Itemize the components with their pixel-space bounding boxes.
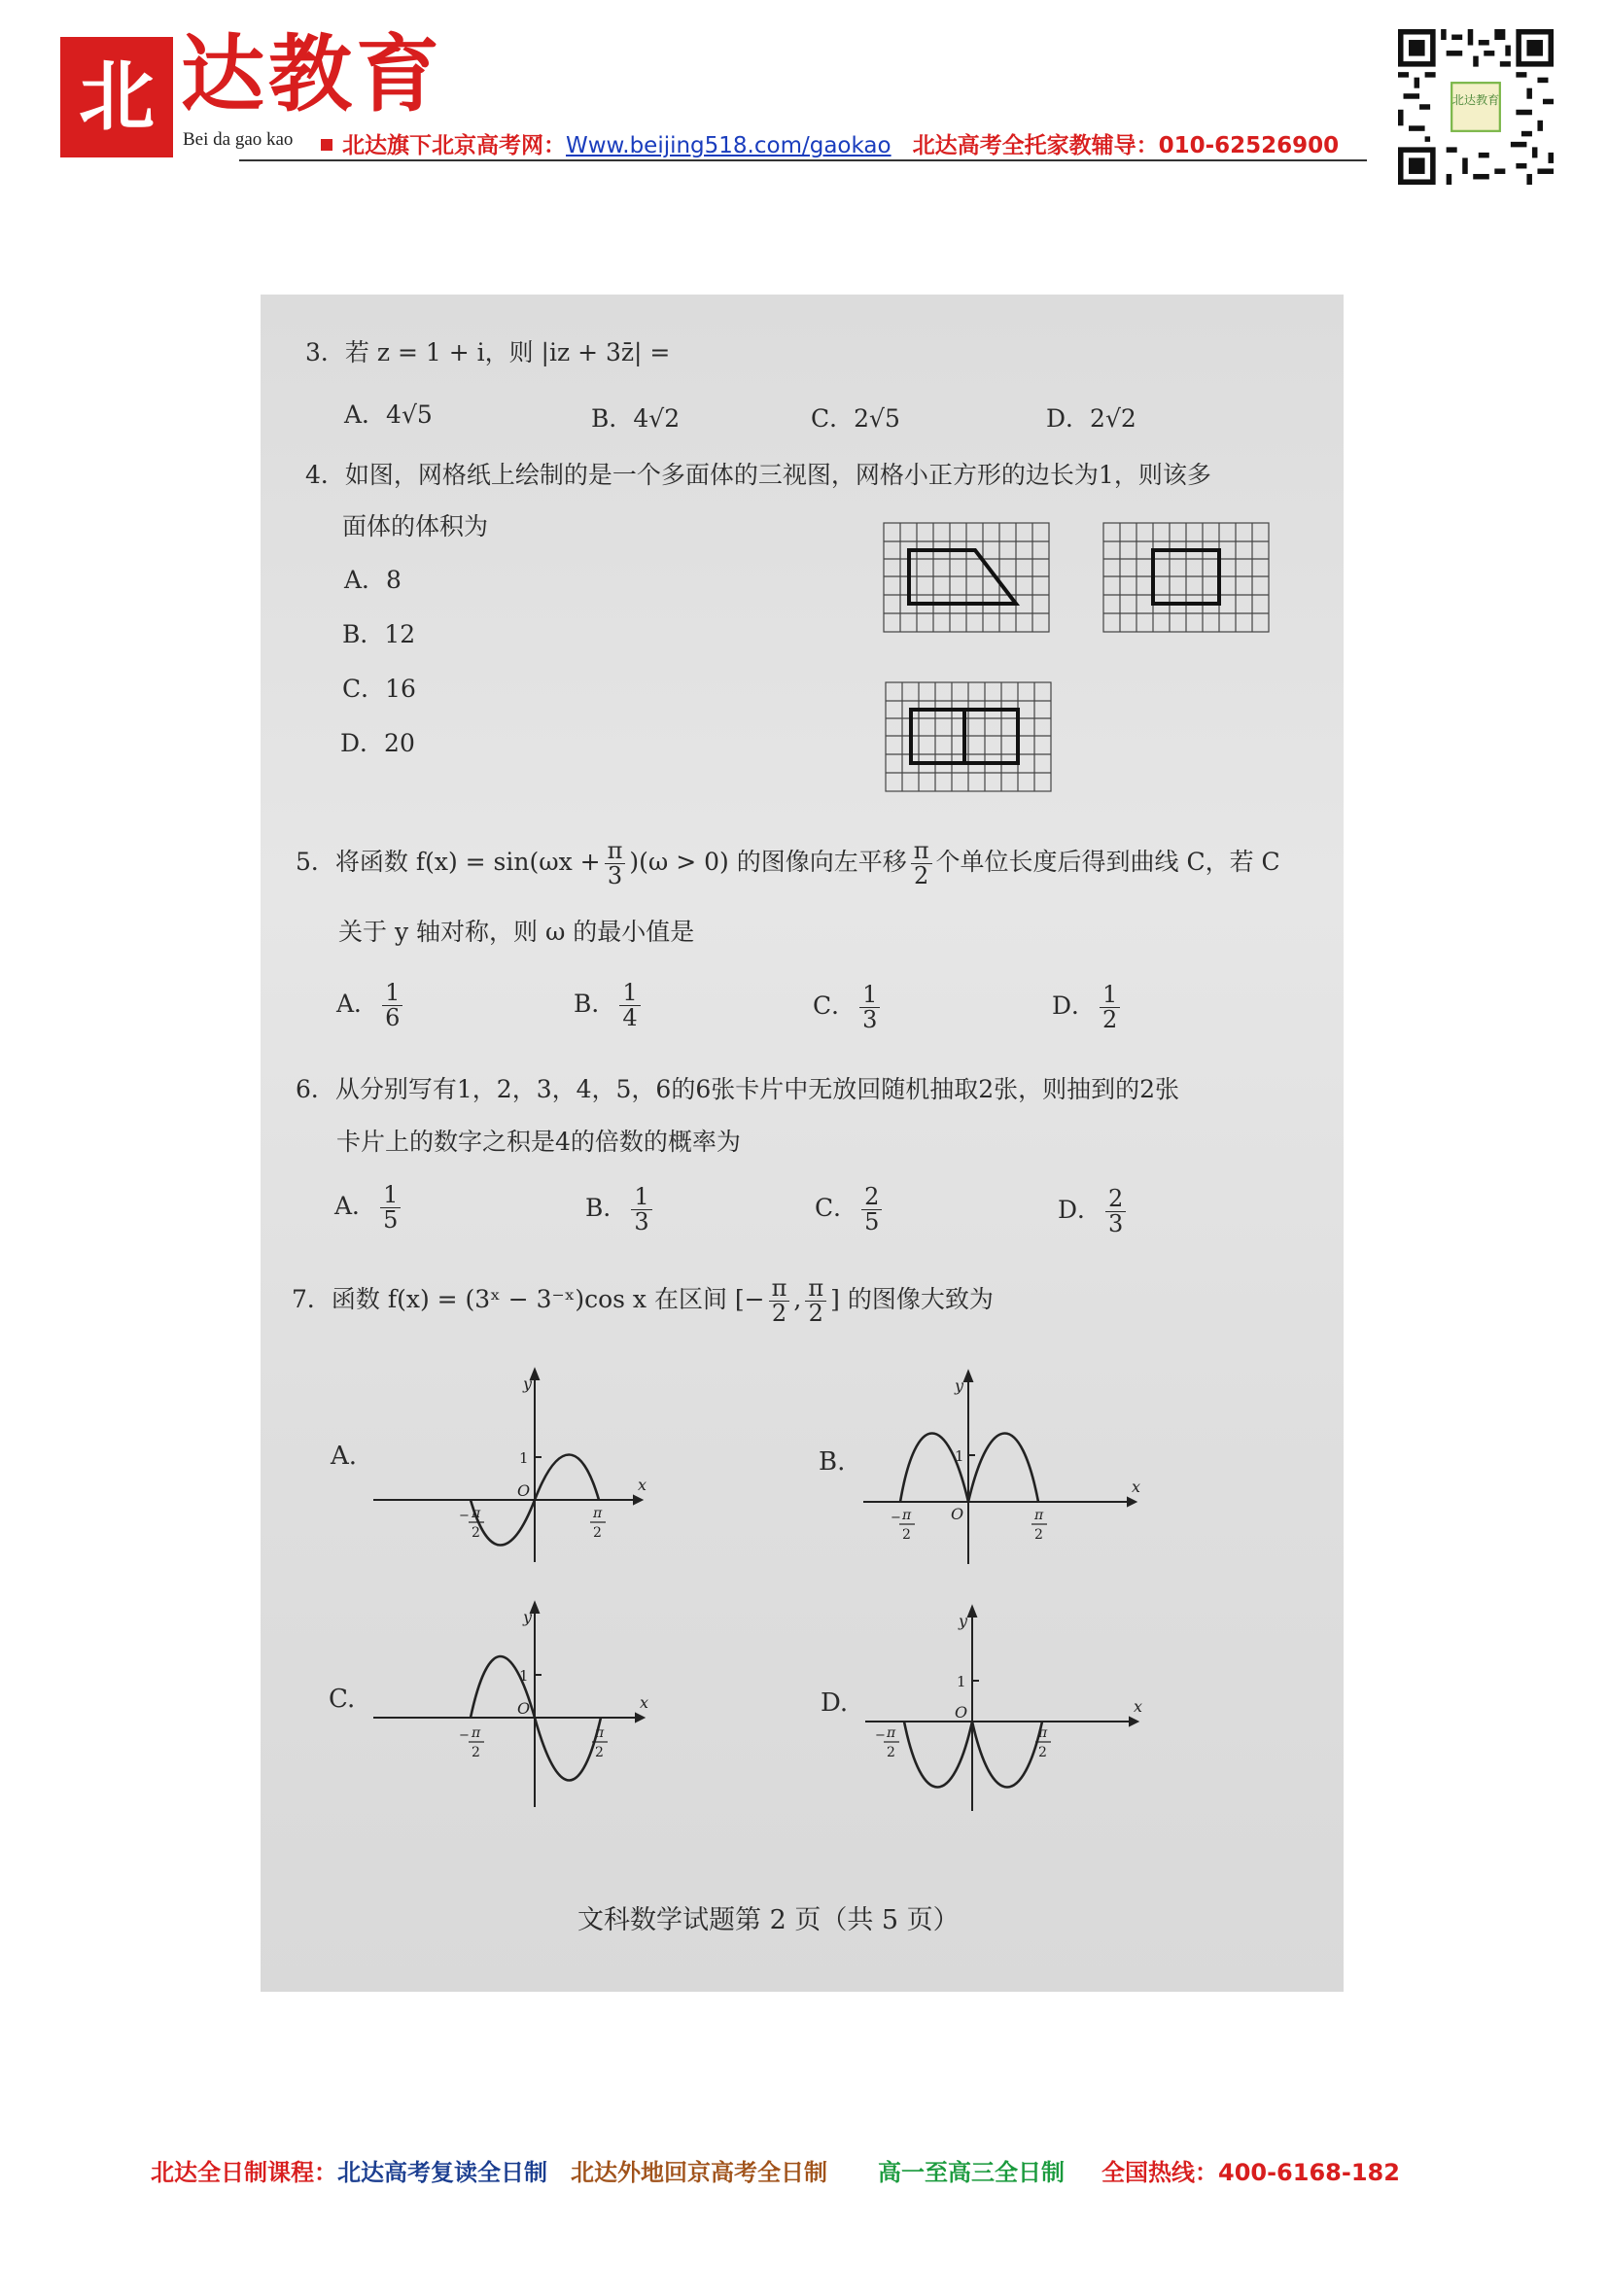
q4-option-b: B．12 [342, 620, 416, 648]
q4-stem-line2: 面体的体积为 [342, 512, 489, 540]
front-view-grid [883, 522, 1050, 633]
graph-b [854, 1366, 1141, 1570]
svg-text:O: O [517, 1699, 531, 1718]
footer-course-3: 高一至高三全日制 [878, 2159, 1065, 2186]
brand-pinyin: Bei da gao kao [183, 129, 294, 150]
q5-option-a: A． $\frac{1}{6}$ [336, 981, 406, 1030]
q6-stem-line2: 卡片上的数字之积是4的倍数的概率为 [336, 1128, 741, 1156]
brand-name: 达教育 [181, 25, 443, 123]
q3-option-d: D．2√2 [1046, 404, 1136, 433]
graph-a-label: A. [331, 1442, 358, 1471]
q5-option-c: C． $\frac{1}{3}$ [813, 983, 884, 1032]
q4-option-c: C．16 [342, 675, 416, 703]
svg-text:1: 1 [519, 1449, 529, 1467]
qr-code-icon [1398, 29, 1554, 185]
svg-text:2: 2 [595, 1745, 604, 1760]
svg-text:π: π [1038, 1725, 1048, 1741]
qr-center-text: 北达教育 [1451, 93, 1500, 108]
footer-course-2: 北达外地回京高考全日制 [571, 2159, 827, 2186]
q5-stem-line1: 5．将函数 f(x) = sin(ωx + $\frac{\pi}{3}$ )(ω > 0) 的图像向左平移 $\frac{\pi}{2}$ 个单位长度后得到曲线 C，若 C [296, 837, 1280, 890]
svg-text:π: π [887, 1725, 896, 1741]
footer-hotline: 全国热线：400-6168-182 [1101, 2159, 1400, 2186]
svg-text:y: y [959, 1612, 968, 1630]
graph-c [364, 1597, 651, 1815]
svg-text:2: 2 [1034, 1527, 1043, 1543]
svg-text:O: O [951, 1505, 964, 1523]
tutoring-contact: 北达高考全托家教辅导：010-62526900 [912, 133, 1340, 158]
q3-option-b: B．4√2 [591, 404, 681, 433]
graph-d-label: D. [821, 1688, 849, 1718]
q6-option-b: B． $\frac{1}{3}$ [585, 1185, 656, 1235]
q4-stem-line1: 4．如图，网格纸上绘制的是一个多面体的三视图，网格小正方形的边长为1，则该多 [305, 461, 1211, 489]
svg-text:π: π [593, 1506, 603, 1521]
site-prefix: 北达旗下北京高考网： [342, 133, 566, 158]
svg-text:x: x [1134, 1697, 1143, 1716]
footer-courses [151, 2153, 1400, 2187]
svg-text:2: 2 [1038, 1745, 1047, 1760]
q6-option-a: A． $\frac{1}{5}$ [334, 1183, 404, 1233]
svg-text:−: − [875, 1728, 886, 1743]
bullet-square-icon [321, 139, 332, 151]
site-link[interactable]: Www.beijing518.com/gaokao [566, 133, 891, 158]
svg-text:2: 2 [902, 1527, 911, 1543]
svg-text:2: 2 [472, 1525, 480, 1541]
svg-text:2: 2 [887, 1745, 895, 1760]
graph-c-label: C. [329, 1685, 356, 1714]
svg-text:2: 2 [472, 1745, 480, 1760]
graph-b-label: B. [819, 1447, 846, 1477]
svg-text:1: 1 [519, 1667, 529, 1685]
svg-text:O: O [517, 1481, 531, 1500]
svg-text:−: − [891, 1511, 901, 1525]
graph-d [856, 1605, 1143, 1819]
side-view-grid [1102, 522, 1270, 633]
svg-text:y: y [523, 1608, 533, 1626]
q3-option-c: C．2√5 [811, 404, 900, 433]
svg-text:π: π [595, 1725, 605, 1741]
q4-option-d: D．20 [340, 729, 415, 757]
svg-text:−: − [459, 1728, 470, 1743]
q7-stem: 7．函数 f(x) = (3ˣ − 3⁻ˣ)cos x 在区间 [− $\frac{\pi}{2}$ , $\frac{\pi}{2}$ ] 的图像大致为 [292, 1274, 994, 1328]
svg-text:1: 1 [957, 1673, 966, 1690]
q6-option-c: C． $\frac{2}{5}$ [815, 1185, 886, 1235]
brand-logo [60, 37, 173, 157]
top-view-grid [885, 681, 1052, 792]
svg-text:2: 2 [593, 1525, 602, 1541]
svg-text:x: x [1132, 1478, 1141, 1496]
svg-text:−: − [459, 1509, 470, 1523]
exam-page-footer: 文科数学试题第 2 页（共 5 页） [577, 1905, 960, 1935]
svg-text:π: π [472, 1506, 481, 1521]
exam-page-photo [261, 295, 1344, 1992]
q5-stem-line2: 关于 y 轴对称，则 ω 的最小值是 [338, 918, 695, 946]
header-divider [239, 159, 1367, 161]
q3-option-a: A．4√5 [344, 400, 433, 429]
svg-text:1: 1 [955, 1447, 964, 1465]
q6-option-d: D． $\frac{2}{3}$ [1058, 1187, 1130, 1236]
svg-text:x: x [640, 1693, 649, 1712]
svg-text:y: y [955, 1376, 964, 1395]
q5-option-d: D． $\frac{1}{2}$ [1052, 983, 1124, 1032]
header-info [321, 127, 1339, 159]
q4-option-a: A．8 [344, 566, 402, 594]
svg-text:π: π [472, 1725, 481, 1741]
svg-text:π: π [1034, 1508, 1044, 1523]
footer-course-1: 北达高考复读全日制 [337, 2159, 547, 2186]
svg-text:π: π [902, 1508, 912, 1523]
q6-stem-line1: 6．从分别写有1，2，3，4，5，6的6张卡片中无放回随机抽取2张，则抽到的2张 [296, 1075, 1180, 1103]
q5-option-b: B． $\frac{1}{4}$ [574, 981, 645, 1030]
svg-text:O: O [955, 1703, 968, 1722]
footer-courses-label: 北达全日制课程： [151, 2159, 337, 2186]
graph-a [364, 1366, 646, 1570]
logo-character: 北 [78, 52, 155, 141]
svg-text:x: x [638, 1476, 647, 1494]
svg-text:y: y [523, 1374, 533, 1393]
q3-stem: 3．若 z = 1 + i，则 |iz + 3z̄| = [305, 338, 671, 366]
